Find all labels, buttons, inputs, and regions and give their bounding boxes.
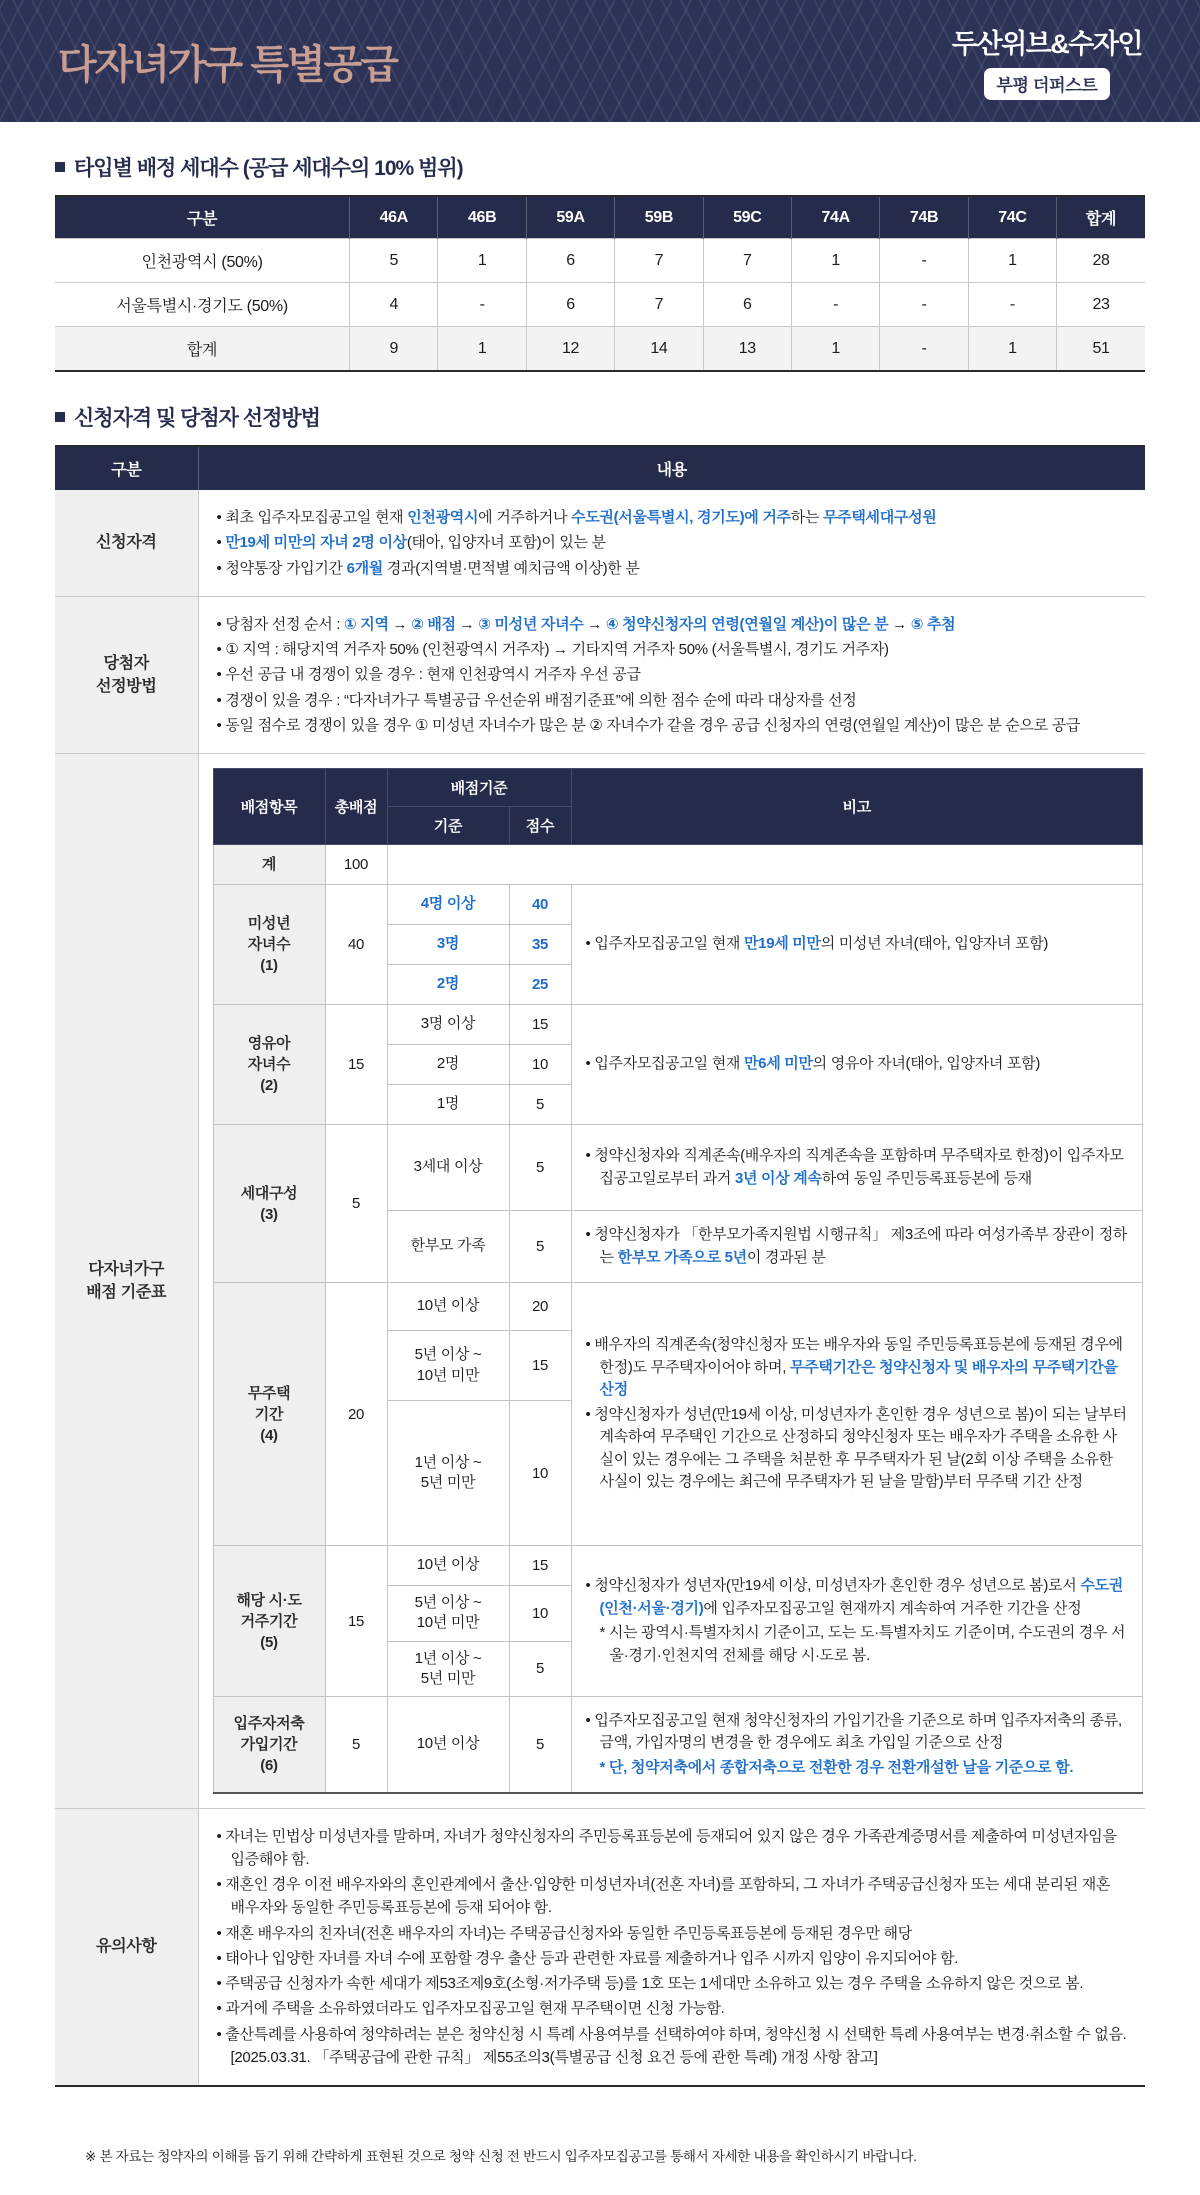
- cell: 3명 이상: [387, 1005, 509, 1045]
- bullet-item: • 주택공급 신청자가 속한 세대가 제53조제9호(소형·저가주택 등)를 1호 또는 1세대만 소유하고 있는 경우 주택을 소유하지 않은 것으로 봄.: [216, 1975, 1084, 1992]
- brand-badge: 부평 더퍼스트: [984, 68, 1109, 100]
- notes-content: [198, 1808, 1145, 2086]
- cell: 1: [968, 327, 1056, 372]
- section-title-text: 타입별 배정 세대수 (공급 세대수의 10% 범위): [74, 157, 463, 180]
- cell: 15: [325, 1005, 387, 1125]
- bullet-item: • 최초 입주자모집공고일 현재 인천광역시에 거주하거나 수도권(서울특별시, 경기도)에 거주하는 무주택세대구성원: [216, 509, 937, 526]
- bullet-item: • 입주자모집공고일 현재 만6세 미만의 영유아 자녀(태아, 입양자녀 포함): [585, 1055, 1041, 1073]
- brand-name: 두산위브&수자인: [951, 29, 1142, 59]
- cell: 2명: [387, 965, 509, 1005]
- bullet-item: • 입주자모집공고일 현재 청약신청자의 가입기간을 기준으로 하며 입주자저축의 종류, 금액, 가입자명의 변경을 한 경우에도 최초 가입일 기준으로 산정: [585, 1711, 1122, 1751]
- section-title-criteria: [55, 402, 1145, 432]
- score-group-homeless-period: [213, 1283, 1143, 1331]
- column-header: 구분: [55, 196, 350, 239]
- cell: 23: [1057, 283, 1145, 327]
- row-label: 무주택 기간 (4): [213, 1283, 325, 1546]
- cell: -: [438, 283, 526, 327]
- cell: 6: [703, 283, 791, 327]
- cell: 14: [615, 327, 703, 372]
- cell: 10년 이상: [387, 1697, 509, 1793]
- cell: 20: [325, 1283, 387, 1546]
- row-label: 인천광역시 (50%): [55, 239, 350, 283]
- column-header: 합계: [1057, 196, 1145, 239]
- cell: 2명: [387, 1045, 509, 1085]
- cell: 10: [509, 1045, 571, 1085]
- bullet-item: • 자녀는 민법상 미성년자를 말하며, 자녀가 청약신청자의 주민등록표등본에 등재되어 있지 않은 경우 가족관계증명서를 제출하여 미성년자임을 입증해야 함.: [216, 1827, 1117, 1868]
- row-label: 입주자저축 가입기간 (6): [213, 1697, 325, 1793]
- cell: 1년 이상 ~ 5년 미만: [387, 1641, 509, 1697]
- column-header: 46B: [438, 196, 526, 239]
- score-sum-row: [213, 845, 1143, 885]
- bullet-item: • ① 지역 : 해당지역 거주자 50% (인천광역시 거주자) → 기타지역 거주자 50% (서울특별시, 경기도 거주자): [216, 641, 889, 658]
- bullet-item: • 경쟁이 있을 경우 : “다자녀가구 특별공급 우선순위 배점기준표”에 의한 점수 순에 따라 대상자를 선정: [216, 691, 857, 709]
- row-label: 영유아 자녀수 (2): [213, 1005, 325, 1125]
- cell: 1: [791, 327, 879, 372]
- cell: 1명: [387, 1085, 509, 1125]
- footer-note: ※ 본 자료는 청약자의 이해를 돕기 위해 간략하게 표현된 것으로 청약 신청 전 반드시 입주자모집공고를 통해서 자세한 내용을 확인하시기 바랍니다.: [85, 2149, 917, 2164]
- column-header: 74C: [968, 196, 1056, 239]
- column-header: 59C: [703, 196, 791, 239]
- cell: 10: [509, 1401, 571, 1546]
- selection-row: [55, 596, 1145, 753]
- cell: 9: [350, 327, 438, 372]
- cell: 1: [791, 239, 879, 283]
- row-label: 다자녀가구 배점 기준표: [55, 754, 198, 1809]
- score-row: [55, 754, 1145, 1809]
- cell: 40: [509, 885, 571, 925]
- bullet-item: • 만19세 미만의 자녀 2명 이상(태아, 입양자녀 포함)이 있는 분: [216, 534, 606, 552]
- cell: 3명: [387, 925, 509, 965]
- column-header: 구분: [55, 446, 198, 490]
- bullet-item: • 배우자의 직계존속(청약신청자 또는 배우자와 동일 주민등록표등본에 등재된 경우에 한정)도 무주택자이어야 하며, 무주택기간은 청약신청자 및 배우자의 무주택기간을 산정: [585, 1336, 1123, 1399]
- cell: 5: [509, 1641, 571, 1697]
- score-header-row: [213, 769, 1143, 807]
- section-bullet-icon: [55, 412, 65, 422]
- bullet-item: • 청약신청자가 성년자(만19세 이상, 미성년자가 혼인한 경우 성년으로 봄)로서 수도권(인천·서울·경기)에 입주자모집공고일 현재까지 계속하여 거주한 기간을 산정: [585, 1577, 1123, 1617]
- score-group-infant-children: [213, 1005, 1143, 1045]
- eligibility-content: [198, 490, 1145, 596]
- bullet-item: • 입주자모집공고일 현재 만19세 미만의 미성년 자녀(태아, 입양자녀 포함): [585, 935, 1049, 953]
- cell: 7: [703, 239, 791, 283]
- score-group-savings-period: [213, 1697, 1143, 1793]
- cell: 40: [325, 885, 387, 1005]
- column-header: 내용: [198, 446, 1145, 490]
- cell: 35: [509, 925, 571, 965]
- cell: 5년 이상 ~ 10년 미만: [387, 1331, 509, 1401]
- column-header: 74B: [880, 196, 968, 239]
- bullet-item: * 단, 청약저축에서 종합저축으로 전환한 경우 전환개설한 날을 기준으로 함.: [599, 1758, 1074, 1776]
- bullet-item: • 태아나 입양한 자녀를 자녀 수에 포함할 경우 출산 등과 관련한 자료를 제출하거나 입주 시까지 입양이 유지되어야 함.: [216, 1949, 959, 1967]
- bullet-item: • 청약신청자가 성년(만19세 이상, 미성년자가 혼인한 경우 성년으로 봄)이 되는 날부터 계속하여 무주택인 기간으로 산정하되 청약신청자 또는 배우자가 주택을 소유한 사실이 있는 경우에는 그 주택을 처분한 후 무주택자가 된 날(2회 이상 주택을 소유한 사실이 있는 경우에는 최근에 무주택자가 된 날을 말함)부터 무주택 기간 산정: [585, 1405, 1127, 1491]
- cell: 10년 이상: [387, 1283, 509, 1331]
- column-header: 59B: [615, 196, 703, 239]
- cell: 15: [325, 1546, 387, 1697]
- criteria-table: [55, 445, 1145, 2087]
- cell: 한부모 가족: [387, 1211, 509, 1283]
- row-label: 계: [213, 845, 325, 885]
- column-header: 배점항목: [213, 769, 325, 845]
- cell: 5: [509, 1211, 571, 1283]
- cell: -: [968, 283, 1056, 327]
- cell: 13: [703, 327, 791, 372]
- cell: 25: [509, 965, 571, 1005]
- bullet-item: • 청약통장 가입기간 6개월 경과(지역별·면적별 예치금액 이상)한 분: [216, 559, 640, 577]
- cell: 28: [1057, 239, 1145, 283]
- cell: 51: [1057, 327, 1145, 372]
- cell: 5: [509, 1125, 571, 1211]
- cell: 10년 이상: [387, 1546, 509, 1586]
- table-row-total: [55, 327, 1145, 372]
- cell: 12: [526, 327, 614, 372]
- section-title-text: 신청자격 및 당첨자 선정방법: [74, 407, 320, 430]
- cell: 7: [615, 283, 703, 327]
- remark-cell: [571, 1005, 1143, 1125]
- remark-cell: [571, 1125, 1143, 1211]
- row-label: 세대구성 (3): [213, 1125, 325, 1283]
- cell: 3세대 이상: [387, 1125, 509, 1211]
- column-header: 비고: [571, 769, 1143, 845]
- cell: 15: [509, 1546, 571, 1586]
- remark-cell: [571, 1211, 1143, 1283]
- cell: 1: [438, 327, 526, 372]
- column-header: 배점기준: [387, 769, 571, 807]
- row-label: 당첨자 선정방법: [55, 596, 198, 753]
- column-header: 기준: [387, 807, 509, 845]
- cell: 100: [325, 845, 387, 885]
- selection-content: [198, 596, 1145, 753]
- cell: -: [791, 283, 879, 327]
- cell: 10: [509, 1586, 571, 1642]
- column-header: 59A: [526, 196, 614, 239]
- cell: 1년 이상 ~ 5년 미만: [387, 1401, 509, 1546]
- bullet-item: * 시는 광역시·특별자치시 기준이고, 도는 도·특별자치도 기준이며, 수도권의 경우 서울·경기·인천지역 전체를 해당 시·도로 봄.: [599, 1624, 1126, 1664]
- cell: -: [880, 239, 968, 283]
- eligibility-row: [55, 490, 1145, 596]
- section-title-allocation: [55, 152, 1145, 182]
- score-content: [198, 754, 1145, 1809]
- row-label: 서울특별시·경기도 (50%): [55, 283, 350, 327]
- cell: 5: [350, 239, 438, 283]
- column-header: 점수: [509, 807, 571, 845]
- bullet-item: • 출산특례를 사용하여 청약하려는 분은 청약신청 시 특례 사용여부를 선택하여야 하며, 청약신청 시 선택한 특례 사용여부는 변경·취소할 수 없음. [2025.03.31. 「주택공급에 관한 규칙」 제55조의3(특별공급 신청 요건 등에 관한 특례) 개정 사항 참고]: [216, 2025, 1127, 2066]
- bullet-item: • 재혼인 경우 이전 배우자와의 혼인관계에서 출산·입양한 미성년자녀(전혼 자녀)를 포함하되, 그 자녀가 주택공급신청자 또는 세대 분리된 재혼 배우자와 동일한 주민등록표등본에 등재 되어야 함.: [216, 1876, 1111, 1917]
- cell: 5: [509, 1697, 571, 1793]
- cell: 1: [438, 239, 526, 283]
- remark-cell: [571, 1283, 1143, 1546]
- score-group-household: [213, 1125, 1143, 1211]
- cell: 5: [325, 1697, 387, 1793]
- cell: 15: [509, 1331, 571, 1401]
- row-label: 신청자격: [55, 490, 198, 596]
- bullet-item: • 과거에 주택을 소유하였더라도 입주자모집공고일 현재 무주택이면 신청 가능함.: [216, 2000, 725, 2018]
- cell: -: [880, 283, 968, 327]
- table-row: [55, 239, 1145, 283]
- allocation-table: [55, 195, 1145, 372]
- cell: 20: [509, 1283, 571, 1331]
- cell: 5: [509, 1085, 571, 1125]
- remark-cell: [571, 1546, 1143, 1697]
- bullet-item: • 재혼 배우자의 친자녀(전혼 배우자의 자녀)는 주택공급신청자와 동일한 주민등록표등본에 등재된 경우만 해당: [216, 1924, 912, 1942]
- criteria-header-row: [55, 446, 1145, 490]
- row-label: 미성년 자녀수 (1): [213, 885, 325, 1005]
- page-title: 다자녀가구 특별공급: [58, 42, 397, 87]
- row-label: 합계: [55, 327, 350, 372]
- cell: 6: [526, 283, 614, 327]
- column-header: 74A: [791, 196, 879, 239]
- cell: 4: [350, 283, 438, 327]
- page-body: [0, 152, 1200, 2195]
- cell: -: [880, 327, 968, 372]
- bullet-item: • 동일 점수로 경쟁이 있을 경우 ① 미성년 자녀수가 많은 분 ② 자녀수가 같을 경우 공급 신청자의 연령(연월일 계산)이 많은 분 순으로 공급: [216, 716, 1081, 734]
- page-header: [0, 0, 1200, 122]
- remark-cell: [571, 1697, 1143, 1793]
- bullet-item: • 우선 공급 내 경쟁이 있을 경우 : 현재 인천광역시 거주자 우선 공급: [216, 666, 641, 684]
- allocation-header-row: [55, 196, 1145, 239]
- row-label: 해당 시·도 거주기간 (5): [213, 1546, 325, 1697]
- column-header: 총배점: [325, 769, 387, 845]
- score-group-minor-children: [213, 885, 1143, 925]
- cell: 4명 이상: [387, 885, 509, 925]
- remark-cell: [571, 885, 1143, 1005]
- section-bullet-icon: [55, 162, 65, 172]
- cell: 15: [509, 1005, 571, 1045]
- score-group-residence-period: [213, 1546, 1143, 1586]
- cell: 5: [325, 1125, 387, 1283]
- bullet-item: • 청약신청자와 직계존속(배우자의 직계존속을 포함하며 무주택자로 한정)이 입주자모집공고일로부터 과거 3년 이상 계속하여 동일 주민등록표등본에 등재: [585, 1147, 1124, 1187]
- cell-empty: [387, 845, 1143, 885]
- column-header: 46A: [350, 196, 438, 239]
- row-label: 유의사항: [55, 1808, 198, 2086]
- bullet-item: • 청약신청자가 「한부모가족지원법 시행규칙」 제3조에 따라 여성가족부 장관이 정하는 한부모 가족으로 5년이 경과된 분: [585, 1226, 1128, 1266]
- cell: 5년 이상 ~ 10년 미만: [387, 1586, 509, 1642]
- table-row: [55, 283, 1145, 327]
- cell: 7: [615, 239, 703, 283]
- cell: 1: [968, 239, 1056, 283]
- notes-row: [55, 1808, 1145, 2086]
- score-table: [213, 768, 1144, 1794]
- brand-block: [952, 22, 1142, 100]
- cell: 6: [526, 239, 614, 283]
- bullet-item: • 당첨자 선정 순서 : ① 지역 → ② 배점 → ③ 미성년 자녀수 → ④ 청약신청자의 연령(연월일 계산)이 많은 분 → ⑤ 추첨: [216, 615, 956, 633]
